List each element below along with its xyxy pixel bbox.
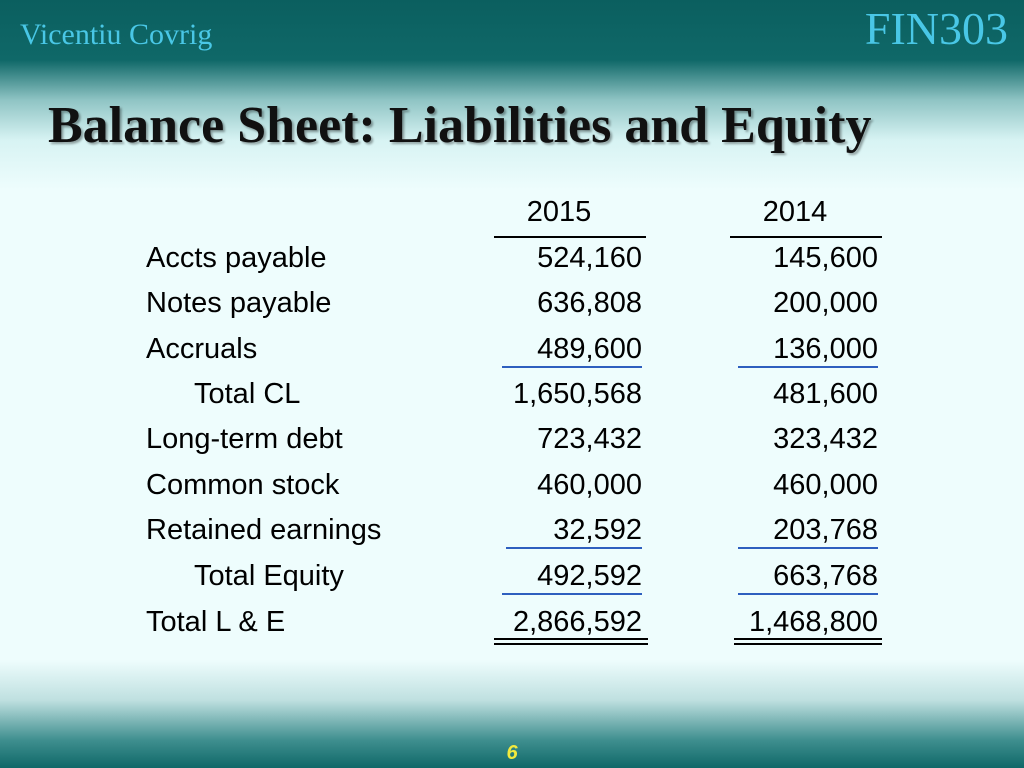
subtotal-underline-2015-accruals [502, 366, 642, 368]
subtotal-underline-2014-total-equity [738, 593, 878, 595]
value-2015-total-equity: 492,592 [537, 560, 642, 592]
value-2014-accruals: 136,000 [773, 333, 878, 365]
value-2015-accts-payable: 524,160 [537, 242, 642, 274]
subtotal-underline-2015-retained [506, 547, 642, 549]
row-label-total-le: Total L & E [146, 606, 286, 638]
value-2014-total-equity: 663,768 [773, 560, 878, 592]
column-header-underline-2014 [730, 236, 882, 238]
page-number: 6 [506, 742, 518, 764]
value-2014-notes-payable: 200,000 [773, 287, 878, 319]
subtotal-underline-2014-retained [738, 547, 878, 549]
row-label-long-term-debt: Long-term debt [146, 423, 343, 455]
value-2014-retained-earnings: 203,768 [773, 514, 878, 546]
row-label-total-cl: Total CL [194, 378, 301, 410]
value-2014-total-le: 1,468,800 [748, 606, 878, 638]
subtotal-underline-2014-accruals [738, 366, 878, 368]
value-2015-notes-payable: 636,808 [537, 287, 642, 319]
value-2015-total-le: 2,866,592 [512, 606, 642, 638]
value-2014-accts-payable: 145,600 [773, 242, 878, 274]
value-2014-total-cl: 481,600 [773, 378, 878, 410]
value-2015-accruals: 489,600 [537, 333, 642, 365]
column-header-2014: 2014 [762, 196, 828, 228]
total-double-underline-2015 [494, 638, 648, 645]
value-2014-common-stock: 460,000 [773, 469, 878, 501]
column-header-2015: 2015 [526, 196, 592, 228]
column-header-underline-2015 [494, 236, 646, 238]
subtotal-underline-2015-total-equity [502, 593, 642, 595]
row-label-accts-payable: Accts payable [146, 242, 327, 274]
slide-title: Balance Sheet: Liabilities and Equity [48, 97, 872, 154]
value-2015-common-stock: 460,000 [537, 469, 642, 501]
total-double-underline-2014 [734, 638, 882, 645]
value-2015-retained-earnings: 32,592 [553, 514, 642, 546]
row-label-common-stock: Common stock [146, 469, 340, 501]
value-2015-long-term-debt: 723,432 [537, 423, 642, 455]
row-label-notes-payable: Notes payable [146, 287, 332, 319]
value-2015-total-cl: 1,650,568 [512, 378, 642, 410]
row-label-retained-earnings: Retained earnings [146, 514, 382, 546]
row-label-total-equity: Total Equity [194, 560, 344, 592]
row-label-accruals: Accruals [146, 333, 258, 365]
course-code: FIN303 [864, 3, 1008, 54]
value-2014-long-term-debt: 323,432 [773, 423, 878, 455]
author-name: Vicentiu Covrig [20, 18, 213, 51]
